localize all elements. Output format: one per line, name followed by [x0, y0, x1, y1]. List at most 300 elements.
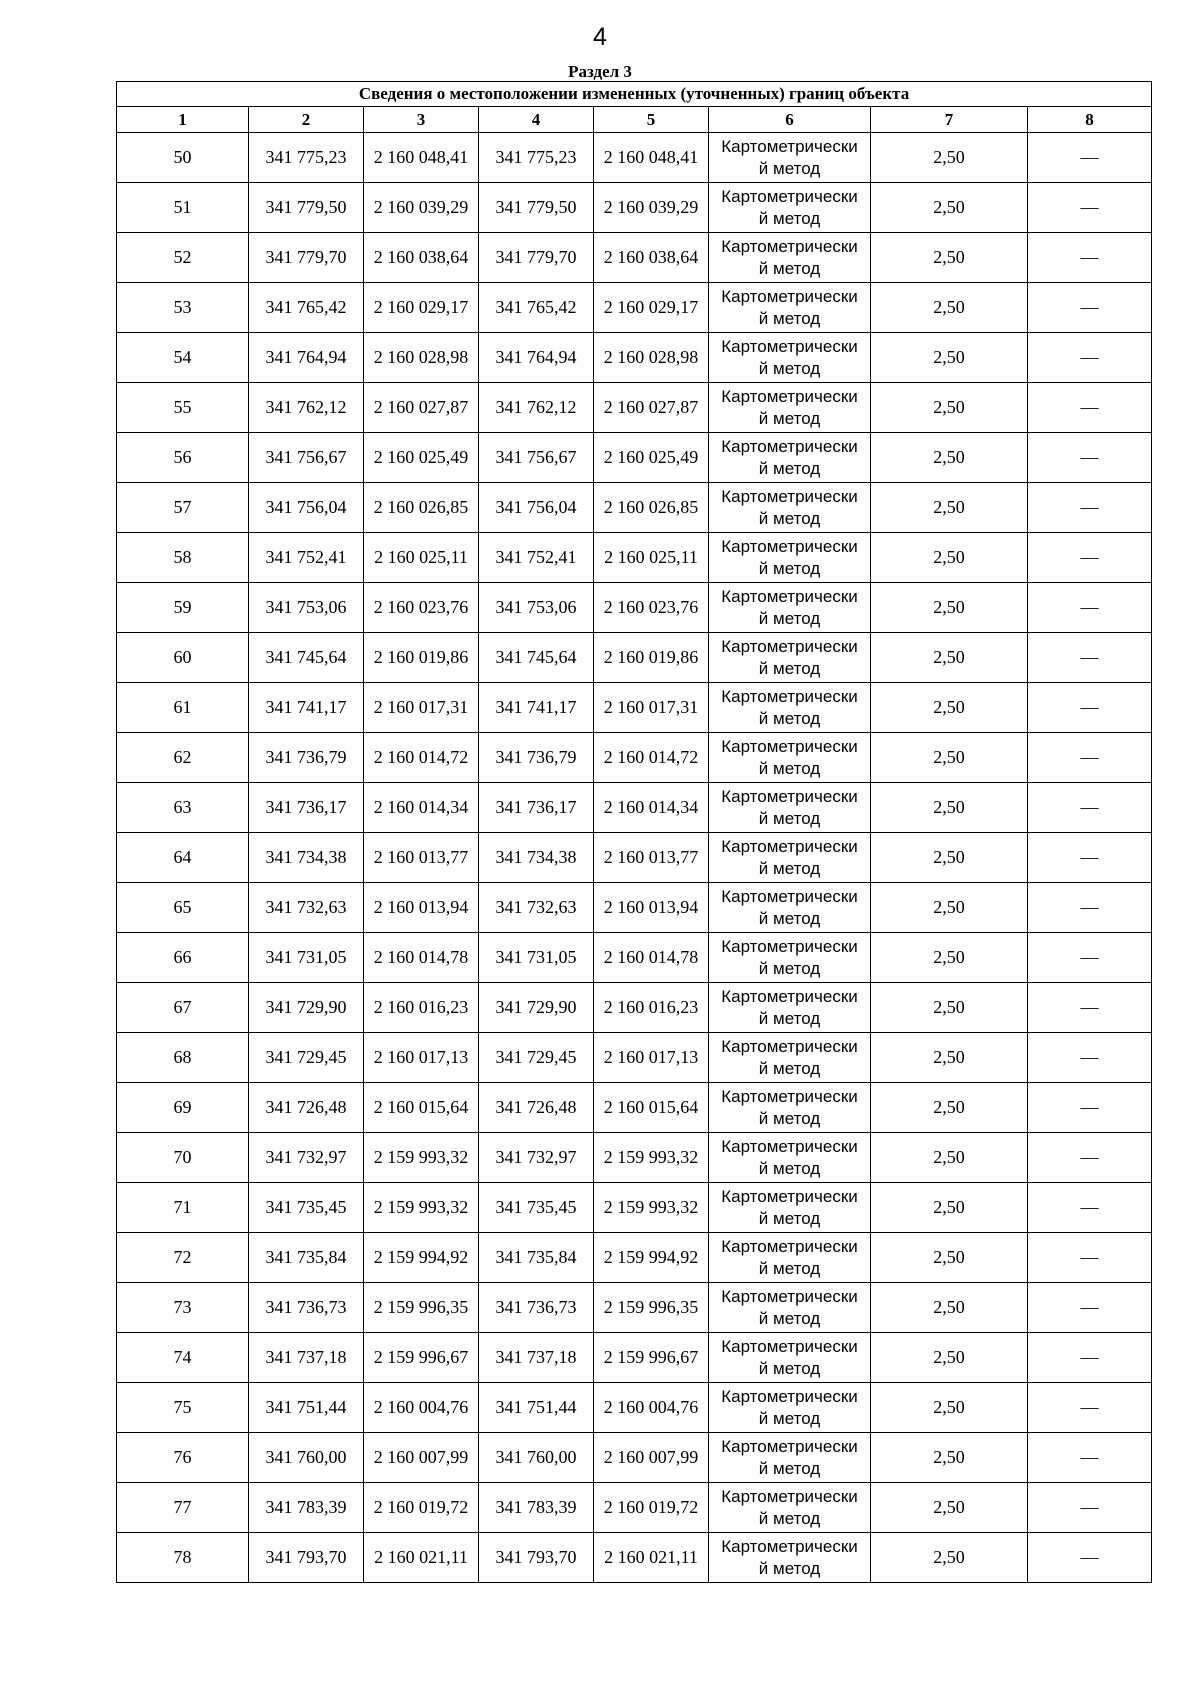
x-existing-cell: 341 741,17 [249, 683, 364, 733]
description-cell: — [1028, 233, 1152, 283]
table-row [117, 633, 1152, 683]
x-new-cell: 341 735,45 [479, 1183, 594, 1233]
y-new-cell: 2 159 993,32 [594, 1133, 709, 1183]
y-existing-cell: 2 160 023,76 [364, 583, 479, 633]
x-existing-cell: 341 751,44 [249, 1383, 364, 1433]
y-new-cell: 2 160 025,11 [594, 533, 709, 583]
table-row [117, 783, 1152, 833]
method-cell [709, 1533, 871, 1583]
accuracy-cell: 2,50 [871, 1283, 1028, 1333]
method-cell [709, 1083, 871, 1133]
description-cell: — [1028, 1183, 1152, 1233]
point-number-cell: 69 [117, 1083, 249, 1133]
method-cell [709, 1433, 871, 1483]
method-line: й метод [758, 1058, 821, 1078]
x-new-cell: 341 729,45 [479, 1033, 594, 1083]
point-number-cell: 75 [117, 1383, 249, 1433]
point-number-cell: 71 [117, 1183, 249, 1233]
description-cell: — [1028, 133, 1152, 183]
accuracy-cell: 2,50 [871, 833, 1028, 883]
x-existing-cell: 341 726,48 [249, 1083, 364, 1133]
accuracy-cell: 2,50 [871, 133, 1028, 183]
y-new-cell: 2 160 019,86 [594, 633, 709, 683]
y-existing-cell: 2 160 017,13 [364, 1033, 479, 1083]
method-line: Картометрически [721, 486, 858, 506]
y-existing-cell: 2 160 025,11 [364, 533, 479, 583]
x-new-cell: 341 731,05 [479, 933, 594, 983]
point-number-cell: 64 [117, 833, 249, 883]
column-number: 7 [871, 107, 1028, 133]
y-new-cell: 2 160 021,11 [594, 1533, 709, 1583]
x-existing-cell: 341 779,70 [249, 233, 364, 283]
method-cell [709, 1483, 871, 1533]
y-existing-cell: 2 159 996,35 [364, 1283, 479, 1333]
page-number: 4 [593, 23, 607, 51]
x-existing-cell: 341 745,64 [249, 633, 364, 683]
method-line: й метод [758, 858, 821, 878]
method-line: й метод [758, 1208, 821, 1228]
point-number-cell: 72 [117, 1233, 249, 1283]
method-cell [709, 383, 871, 433]
description-cell: — [1028, 333, 1152, 383]
method-line: й метод [758, 658, 821, 678]
method-line: й метод [758, 1258, 821, 1278]
method-line: й метод [758, 1008, 821, 1028]
y-existing-cell: 2 160 038,64 [364, 233, 479, 283]
accuracy-cell: 2,50 [871, 383, 1028, 433]
method-line: Картометрически [721, 236, 858, 256]
point-number-cell: 77 [117, 1483, 249, 1533]
method-cell [709, 1233, 871, 1283]
description-cell: — [1028, 1433, 1152, 1483]
x-new-cell: 341 734,38 [479, 833, 594, 883]
y-existing-cell: 2 160 019,72 [364, 1483, 479, 1533]
method-cell [709, 333, 871, 383]
table-row [117, 1533, 1152, 1583]
method-cell [709, 133, 871, 183]
y-new-cell: 2 160 007,99 [594, 1433, 709, 1483]
method-line: Картометрически [721, 1486, 858, 1506]
y-new-cell: 2 160 023,76 [594, 583, 709, 633]
point-number-cell: 74 [117, 1333, 249, 1383]
accuracy-cell: 2,50 [871, 583, 1028, 633]
y-new-cell: 2 159 996,67 [594, 1333, 709, 1383]
column-number: 4 [479, 107, 594, 133]
method-line: й метод [758, 1458, 821, 1478]
accuracy-cell: 2,50 [871, 233, 1028, 283]
y-existing-cell: 2 160 027,87 [364, 383, 479, 433]
method-line: Картометрически [721, 686, 858, 706]
column-number: 6 [709, 107, 871, 133]
table-row [117, 333, 1152, 383]
method-line: Картометрически [721, 786, 858, 806]
accuracy-cell: 2,50 [871, 483, 1028, 533]
x-existing-cell: 341 753,06 [249, 583, 364, 633]
method-cell [709, 1183, 871, 1233]
x-new-cell: 341 756,67 [479, 433, 594, 483]
x-new-cell: 341 741,17 [479, 683, 594, 733]
accuracy-cell: 2,50 [871, 1483, 1028, 1533]
table-row [117, 283, 1152, 333]
accuracy-cell: 2,50 [871, 1333, 1028, 1383]
method-cell [709, 433, 871, 483]
table-row [117, 433, 1152, 483]
point-number-cell: 53 [117, 283, 249, 333]
column-number: 1 [117, 107, 249, 133]
description-cell: — [1028, 683, 1152, 733]
method-line: Картометрически [721, 586, 858, 606]
x-new-cell: 341 745,64 [479, 633, 594, 683]
y-new-cell: 2 160 017,13 [594, 1033, 709, 1083]
x-existing-cell: 341 729,90 [249, 983, 364, 1033]
column-number: 5 [594, 107, 709, 133]
x-new-cell: 341 735,84 [479, 1233, 594, 1283]
method-line: Картометрически [721, 186, 858, 206]
point-number-cell: 62 [117, 733, 249, 783]
method-cell [709, 483, 871, 533]
x-new-cell: 341 779,70 [479, 233, 594, 283]
accuracy-cell: 2,50 [871, 1383, 1028, 1433]
y-new-cell: 2 159 993,32 [594, 1183, 709, 1233]
method-line: Картометрически [721, 1336, 858, 1356]
y-existing-cell: 2 159 993,32 [364, 1133, 479, 1183]
x-new-cell: 341 736,73 [479, 1283, 594, 1333]
x-existing-cell: 341 779,50 [249, 183, 364, 233]
x-new-cell: 341 762,12 [479, 383, 594, 433]
y-new-cell: 2 160 048,41 [594, 133, 709, 183]
y-new-cell: 2 160 028,98 [594, 333, 709, 383]
method-line: Картометрически [721, 836, 858, 856]
description-cell: — [1028, 433, 1152, 483]
accuracy-cell: 2,50 [871, 983, 1028, 1033]
y-existing-cell: 2 160 014,72 [364, 733, 479, 783]
description-cell: — [1028, 533, 1152, 583]
x-existing-cell: 341 729,45 [249, 1033, 364, 1083]
method-line: й метод [758, 1558, 821, 1578]
point-number-cell: 61 [117, 683, 249, 733]
table-row [117, 683, 1152, 733]
y-existing-cell: 2 160 019,86 [364, 633, 479, 683]
x-new-cell: 341 793,70 [479, 1533, 594, 1583]
method-line: Картометрически [721, 436, 858, 456]
y-existing-cell: 2 159 996,67 [364, 1333, 479, 1383]
x-existing-cell: 341 752,41 [249, 533, 364, 583]
method-line: Картометрически [721, 1036, 858, 1056]
y-existing-cell: 2 160 015,64 [364, 1083, 479, 1133]
method-cell [709, 683, 871, 733]
description-cell: — [1028, 833, 1152, 883]
y-new-cell: 2 160 014,72 [594, 733, 709, 783]
method-line: й метод [758, 758, 821, 778]
column-number-row [117, 107, 1152, 133]
x-new-cell: 341 736,17 [479, 783, 594, 833]
x-new-cell: 341 775,23 [479, 133, 594, 183]
method-line: й метод [758, 1508, 821, 1528]
x-existing-cell: 341 736,79 [249, 733, 364, 783]
x-new-cell: 341 760,00 [479, 1433, 594, 1483]
method-line: Картометрически [721, 136, 858, 156]
x-new-cell: 341 764,94 [479, 333, 594, 383]
y-new-cell: 2 160 025,49 [594, 433, 709, 483]
method-line: Картометрически [721, 1436, 858, 1456]
accuracy-cell: 2,50 [871, 333, 1028, 383]
point-number-cell: 60 [117, 633, 249, 683]
table-caption: Сведения о местоположении измененных (уточненных) границ объекта [117, 82, 1152, 107]
point-number-cell: 51 [117, 183, 249, 233]
table-row [117, 733, 1152, 783]
accuracy-cell: 2,50 [871, 1183, 1028, 1233]
y-existing-cell: 2 160 029,17 [364, 283, 479, 333]
point-number-cell: 59 [117, 583, 249, 633]
accuracy-cell: 2,50 [871, 283, 1028, 333]
method-line: й метод [758, 1308, 821, 1328]
method-cell [709, 583, 871, 633]
x-existing-cell: 341 736,17 [249, 783, 364, 833]
x-new-cell: 341 729,90 [479, 983, 594, 1033]
method-line: й метод [758, 608, 821, 628]
description-cell: — [1028, 983, 1152, 1033]
accuracy-cell: 2,50 [871, 1133, 1028, 1183]
x-existing-cell: 341 735,45 [249, 1183, 364, 1233]
accuracy-cell: 2,50 [871, 1033, 1028, 1083]
y-new-cell: 2 160 038,64 [594, 233, 709, 283]
method-line: й метод [758, 908, 821, 928]
x-existing-cell: 341 762,12 [249, 383, 364, 433]
method-cell [709, 233, 871, 283]
description-cell: — [1028, 933, 1152, 983]
y-new-cell: 2 160 013,77 [594, 833, 709, 883]
accuracy-cell: 2,50 [871, 1233, 1028, 1283]
description-cell: — [1028, 1333, 1152, 1383]
description-cell: — [1028, 583, 1152, 633]
description-cell: — [1028, 1233, 1152, 1283]
x-new-cell: 341 751,44 [479, 1383, 594, 1433]
x-existing-cell: 341 760,00 [249, 1433, 364, 1483]
table-row [117, 1383, 1152, 1433]
table-row [117, 933, 1152, 983]
x-existing-cell: 341 737,18 [249, 1333, 364, 1383]
x-existing-cell: 341 731,05 [249, 933, 364, 983]
x-existing-cell: 341 764,94 [249, 333, 364, 383]
method-line: Картометрически [721, 1186, 858, 1206]
point-number-cell: 73 [117, 1283, 249, 1333]
method-line: Картометрически [721, 736, 858, 756]
table-row [117, 1333, 1152, 1383]
y-new-cell: 2 160 039,29 [594, 183, 709, 233]
method-cell [709, 933, 871, 983]
point-number-cell: 63 [117, 783, 249, 833]
x-new-cell: 341 756,04 [479, 483, 594, 533]
accuracy-cell: 2,50 [871, 733, 1028, 783]
accuracy-cell: 2,50 [871, 433, 1028, 483]
table-row [117, 1283, 1152, 1333]
accuracy-cell: 2,50 [871, 883, 1028, 933]
y-existing-cell: 2 160 028,98 [364, 333, 479, 383]
accuracy-cell: 2,50 [871, 183, 1028, 233]
table-row [117, 483, 1152, 533]
method-line: й метод [758, 508, 821, 528]
accuracy-cell: 2,50 [871, 1533, 1028, 1583]
method-cell [709, 183, 871, 233]
accuracy-cell: 2,50 [871, 1083, 1028, 1133]
description-cell: — [1028, 1483, 1152, 1533]
table-body [117, 133, 1152, 1583]
boundary-coordinates-table [116, 81, 1152, 1583]
y-existing-cell: 2 160 007,99 [364, 1433, 479, 1483]
y-new-cell: 2 160 017,31 [594, 683, 709, 733]
method-cell [709, 1033, 871, 1083]
method-cell [709, 283, 871, 333]
x-new-cell: 341 765,42 [479, 283, 594, 333]
y-new-cell: 2 160 027,87 [594, 383, 709, 433]
method-line: Картометрически [721, 1286, 858, 1306]
method-line: й метод [758, 308, 821, 328]
x-existing-cell: 341 732,97 [249, 1133, 364, 1183]
method-cell [709, 533, 871, 583]
point-number-cell: 58 [117, 533, 249, 583]
point-number-cell: 50 [117, 133, 249, 183]
y-existing-cell: 2 160 013,94 [364, 883, 479, 933]
point-number-cell: 68 [117, 1033, 249, 1083]
method-cell [709, 983, 871, 1033]
y-existing-cell: 2 160 026,85 [364, 483, 479, 533]
point-number-cell: 78 [117, 1533, 249, 1583]
method-line: й метод [758, 1158, 821, 1178]
method-line: й метод [758, 458, 821, 478]
y-existing-cell: 2 160 016,23 [364, 983, 479, 1033]
description-cell: — [1028, 183, 1152, 233]
table-row [117, 583, 1152, 633]
method-cell [709, 733, 871, 783]
accuracy-cell: 2,50 [871, 633, 1028, 683]
x-existing-cell: 341 732,63 [249, 883, 364, 933]
x-existing-cell: 341 765,42 [249, 283, 364, 333]
table-row [117, 983, 1152, 1033]
description-cell: — [1028, 1083, 1152, 1133]
table-row [117, 1433, 1152, 1483]
method-line: Картометрически [721, 536, 858, 556]
description-cell: — [1028, 283, 1152, 333]
y-new-cell: 2 160 029,17 [594, 283, 709, 333]
section-title: Раздел 3 [568, 62, 632, 81]
point-number-cell: 65 [117, 883, 249, 933]
accuracy-cell: 2,50 [871, 683, 1028, 733]
method-line: Картометрически [721, 1236, 858, 1256]
y-existing-cell: 2 160 004,76 [364, 1383, 479, 1433]
y-existing-cell: 2 160 014,34 [364, 783, 479, 833]
table-row [117, 233, 1152, 283]
method-line: й метод [758, 1358, 821, 1378]
method-cell [709, 633, 871, 683]
point-number-cell: 57 [117, 483, 249, 533]
x-existing-cell: 341 736,73 [249, 1283, 364, 1333]
x-new-cell: 341 737,18 [479, 1333, 594, 1383]
accuracy-cell: 2,50 [871, 533, 1028, 583]
point-number-cell: 76 [117, 1433, 249, 1483]
x-new-cell: 341 726,48 [479, 1083, 594, 1133]
y-existing-cell: 2 160 025,49 [364, 433, 479, 483]
description-cell: — [1028, 483, 1152, 533]
y-new-cell: 2 159 994,92 [594, 1233, 709, 1283]
point-number-cell: 66 [117, 933, 249, 983]
point-number-cell: 56 [117, 433, 249, 483]
table-row [117, 1033, 1152, 1083]
column-number: 8 [1028, 107, 1152, 133]
table-row [117, 1233, 1152, 1283]
y-new-cell: 2 160 026,85 [594, 483, 709, 533]
table-row [117, 133, 1152, 183]
table-row [117, 183, 1152, 233]
table-row [117, 833, 1152, 883]
method-line: й метод [758, 958, 821, 978]
x-existing-cell: 341 783,39 [249, 1483, 364, 1533]
y-new-cell: 2 160 013,94 [594, 883, 709, 933]
table-row [117, 1183, 1152, 1233]
x-new-cell: 341 752,41 [479, 533, 594, 583]
y-existing-cell: 2 160 039,29 [364, 183, 479, 233]
description-cell: — [1028, 1283, 1152, 1333]
accuracy-cell: 2,50 [871, 933, 1028, 983]
column-number: 3 [364, 107, 479, 133]
y-existing-cell: 2 160 014,78 [364, 933, 479, 983]
column-number: 2 [249, 107, 364, 133]
method-line: Картометрически [721, 386, 858, 406]
x-new-cell: 341 732,63 [479, 883, 594, 933]
description-cell: — [1028, 783, 1152, 833]
x-new-cell: 341 779,50 [479, 183, 594, 233]
description-cell: — [1028, 633, 1152, 683]
table-row [117, 1083, 1152, 1133]
y-existing-cell: 2 160 021,11 [364, 1533, 479, 1583]
table-row [117, 1483, 1152, 1533]
method-line: Картометрически [721, 1136, 858, 1156]
method-line: Картометрически [721, 1386, 858, 1406]
y-existing-cell: 2 159 993,32 [364, 1183, 479, 1233]
method-line: й метод [758, 358, 821, 378]
x-new-cell: 341 753,06 [479, 583, 594, 633]
y-new-cell: 2 160 004,76 [594, 1383, 709, 1433]
x-existing-cell: 341 734,38 [249, 833, 364, 883]
method-line: Картометрически [721, 336, 858, 356]
method-cell [709, 783, 871, 833]
description-cell: — [1028, 1383, 1152, 1433]
method-line: й метод [758, 1108, 821, 1128]
y-existing-cell: 2 160 017,31 [364, 683, 479, 733]
method-line: Картометрически [721, 886, 858, 906]
method-cell [709, 833, 871, 883]
method-line: й метод [758, 258, 821, 278]
y-new-cell: 2 159 996,35 [594, 1283, 709, 1333]
x-existing-cell: 341 756,04 [249, 483, 364, 533]
y-new-cell: 2 160 016,23 [594, 983, 709, 1033]
description-cell: — [1028, 883, 1152, 933]
point-number-cell: 70 [117, 1133, 249, 1183]
method-line: Картометрически [721, 1086, 858, 1106]
method-line: й метод [758, 208, 821, 228]
method-cell [709, 1133, 871, 1183]
accuracy-cell: 2,50 [871, 1433, 1028, 1483]
accuracy-cell: 2,50 [871, 783, 1028, 833]
x-new-cell: 341 783,39 [479, 1483, 594, 1533]
table-row [117, 383, 1152, 433]
y-existing-cell: 2 159 994,92 [364, 1233, 479, 1283]
table-row [117, 533, 1152, 583]
x-new-cell: 341 736,79 [479, 733, 594, 783]
point-number-cell: 54 [117, 333, 249, 383]
method-line: Картометрически [721, 936, 858, 956]
method-line: й метод [758, 158, 821, 178]
method-cell [709, 1383, 871, 1433]
